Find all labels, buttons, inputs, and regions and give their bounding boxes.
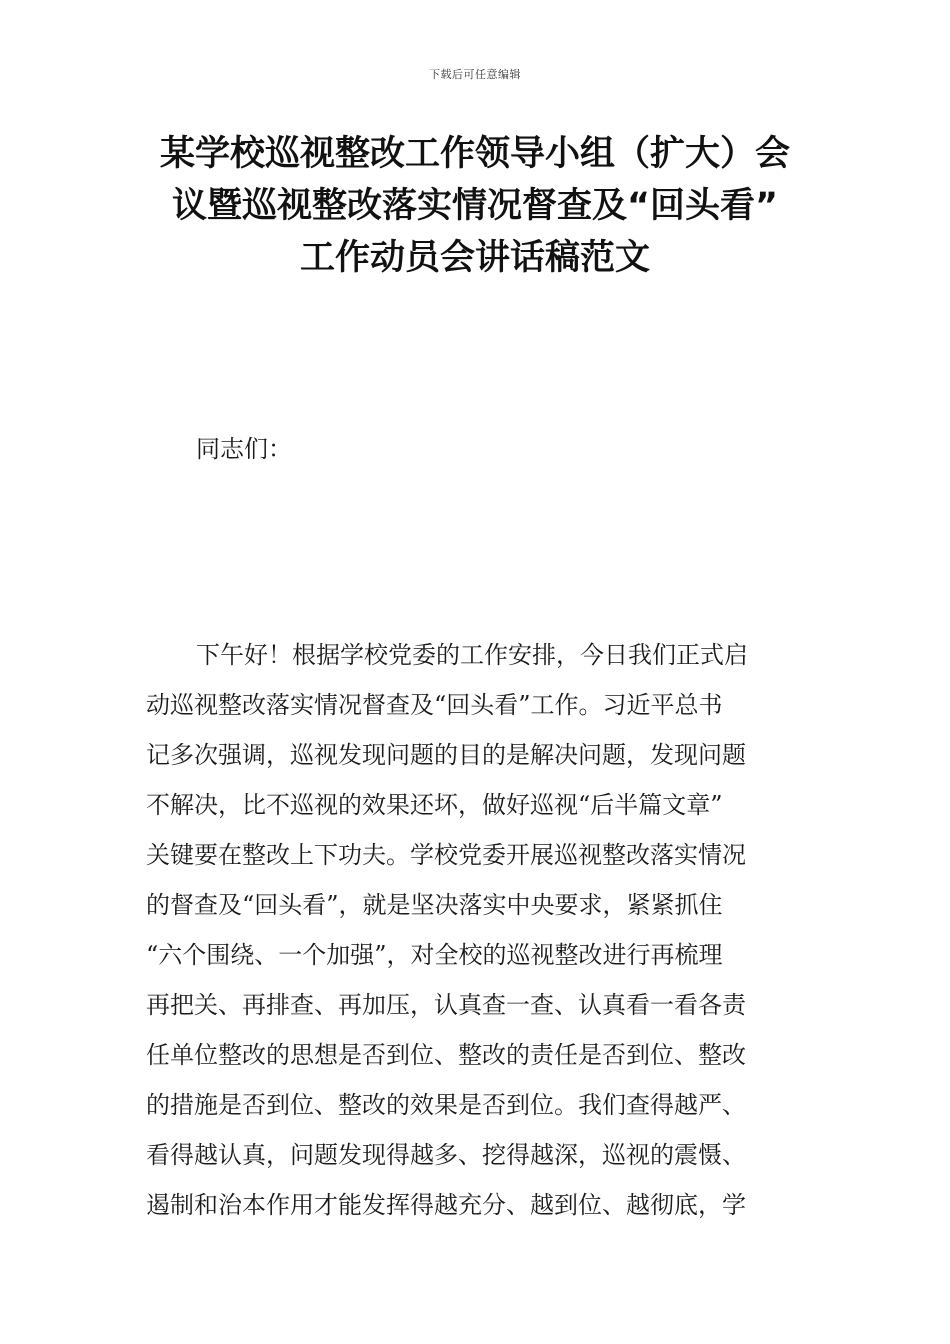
body-line: 的措施是否到位、整改的效果是否到位。我们查得越严、 [146, 1091, 746, 1119]
body-line: 看得越认真，问题发现得越多、挖得越深，巡视的震慑、 [146, 1141, 746, 1169]
body-line: 不解决，比不巡视的效果还坏，做好巡视“后半篇文章” [146, 791, 723, 819]
title-line: 工作动员会讲话稿范文 [299, 238, 650, 278]
title-line: 议暨巡视整改落实情况督查及“回头看” [171, 186, 778, 226]
body-line: 下午好！根据学校党委的工作安排，今日我们正式启 [196, 641, 748, 669]
body-line: 记多次强调，巡视发现问题的目的是解决问题，发现问题 [146, 741, 746, 769]
title-line: 某学校巡视整改工作领导小组（扩大）会 [159, 134, 790, 174]
document-title [150, 128, 800, 284]
body-line: 任单位整改的思想是否到位、整改的责任是否到位、整改 [146, 1041, 746, 1069]
body-line: 动巡视整改落实情况督查及“回头看”工作。习近平总书 [146, 691, 723, 719]
body-line: 关键要在整改上下功夫。学校党委开展巡视整改落实情况 [146, 841, 746, 869]
body-line: “六个围绕、一个加强”，对全校的巡视整改进行再梳理 [146, 941, 723, 969]
header-note: 下载后可任意编辑 [429, 68, 521, 81]
body-paragraph [146, 630, 808, 1230]
body-line: 再把关、再排查、再加压，认真查一查、认真看一看各责 [146, 991, 746, 1019]
salutation: 同志们： [196, 435, 292, 463]
body-line: 遏制和治本作用才能发挥得越充分、越到位、越彻底，学 [146, 1191, 746, 1219]
body-line: 的督查及“回头看”，就是坚决落实中央要求，紧紧抓住 [146, 891, 723, 919]
